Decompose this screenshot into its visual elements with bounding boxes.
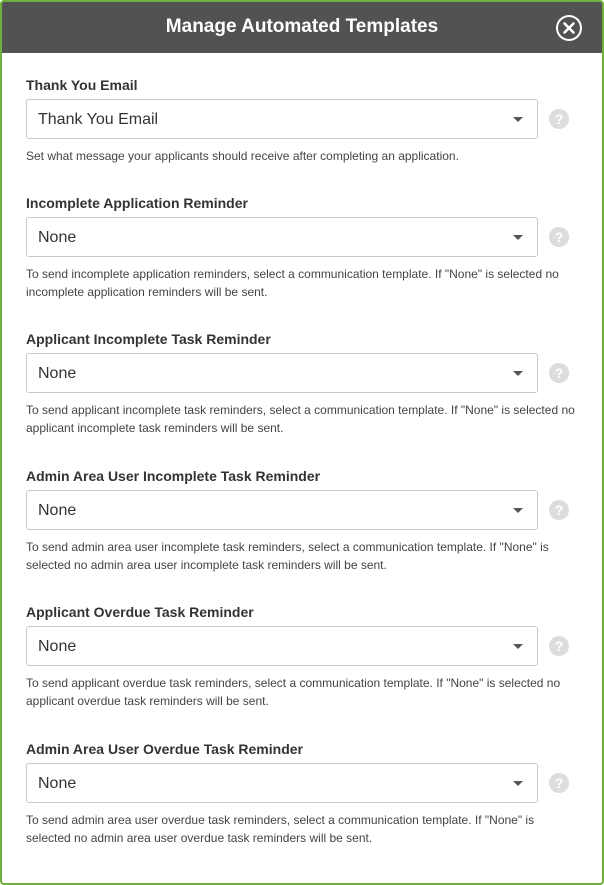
help-icon[interactable]: ? bbox=[549, 500, 569, 520]
field-label: Applicant Incomplete Task Reminder bbox=[26, 331, 271, 347]
field-label: Admin Area User Overdue Task Reminder bbox=[26, 741, 303, 757]
field-description: To send admin area user overdue task reminders, select a communication template. If "None" is selected no admin area user overdue task reminders will be sent. bbox=[26, 813, 535, 845]
select-value: None bbox=[38, 365, 77, 382]
chevron-down-icon bbox=[513, 371, 523, 376]
select-value: None bbox=[38, 502, 77, 519]
modal-title: Manage Automated Templates bbox=[165, 16, 439, 37]
help-icon[interactable]: ? bbox=[549, 227, 569, 247]
modal-header bbox=[2, 2, 602, 53]
select-value: None bbox=[38, 775, 77, 792]
select-value: None bbox=[38, 638, 77, 655]
help-icon[interactable]: ? bbox=[549, 636, 569, 656]
help-icon[interactable]: ? bbox=[549, 109, 569, 129]
field-description: To send admin area user incomplete task reminders, select a communication template. If "None" is selected no admin area user incomplete task reminders will be sent. bbox=[26, 540, 549, 572]
chevron-down-icon bbox=[513, 644, 523, 649]
help-icon[interactable]: ? bbox=[549, 363, 569, 383]
close-button[interactable] bbox=[556, 15, 582, 41]
close-icon bbox=[556, 15, 582, 41]
field-description: To send incomplete application reminders, select a communication template. If "None" is selected no incomplete application reminders will be sent. bbox=[26, 267, 559, 299]
select-value: Thank You Email bbox=[38, 111, 159, 128]
field-description: Set what message your applicants should receive after completing an application. bbox=[26, 149, 459, 163]
incomplete-application-reminder-select[interactable] bbox=[26, 217, 538, 257]
field-label: Admin Area User Incomplete Task Reminder bbox=[26, 468, 321, 484]
chevron-down-icon bbox=[513, 508, 523, 513]
field-description: To send applicant incomplete task reminders, select a communication template. If "None" is selected no applicant incomplete task reminders will be sent. bbox=[26, 403, 575, 435]
admin-area-user-incomplete-task-reminder-select[interactable] bbox=[26, 490, 538, 530]
field-label: Thank You Email bbox=[26, 77, 138, 93]
field-description: To send applicant overdue task reminders, select a communication template. If "None" is selected no applicant overdue task reminders will be sent. bbox=[26, 676, 561, 708]
thank-you-email-select[interactable] bbox=[26, 99, 538, 139]
chevron-down-icon bbox=[513, 781, 523, 786]
field-label: Incomplete Application Reminder bbox=[26, 195, 248, 211]
field-label: Applicant Overdue Task Reminder bbox=[26, 604, 254, 620]
help-icon[interactable]: ? bbox=[549, 773, 569, 793]
chevron-down-icon bbox=[513, 235, 523, 240]
admin-area-user-overdue-task-reminder-select[interactable] bbox=[26, 763, 538, 803]
applicant-incomplete-task-reminder-select[interactable] bbox=[26, 353, 538, 393]
chevron-down-icon bbox=[513, 117, 523, 122]
select-value: None bbox=[38, 229, 77, 246]
applicant-overdue-task-reminder-select[interactable] bbox=[26, 626, 538, 666]
